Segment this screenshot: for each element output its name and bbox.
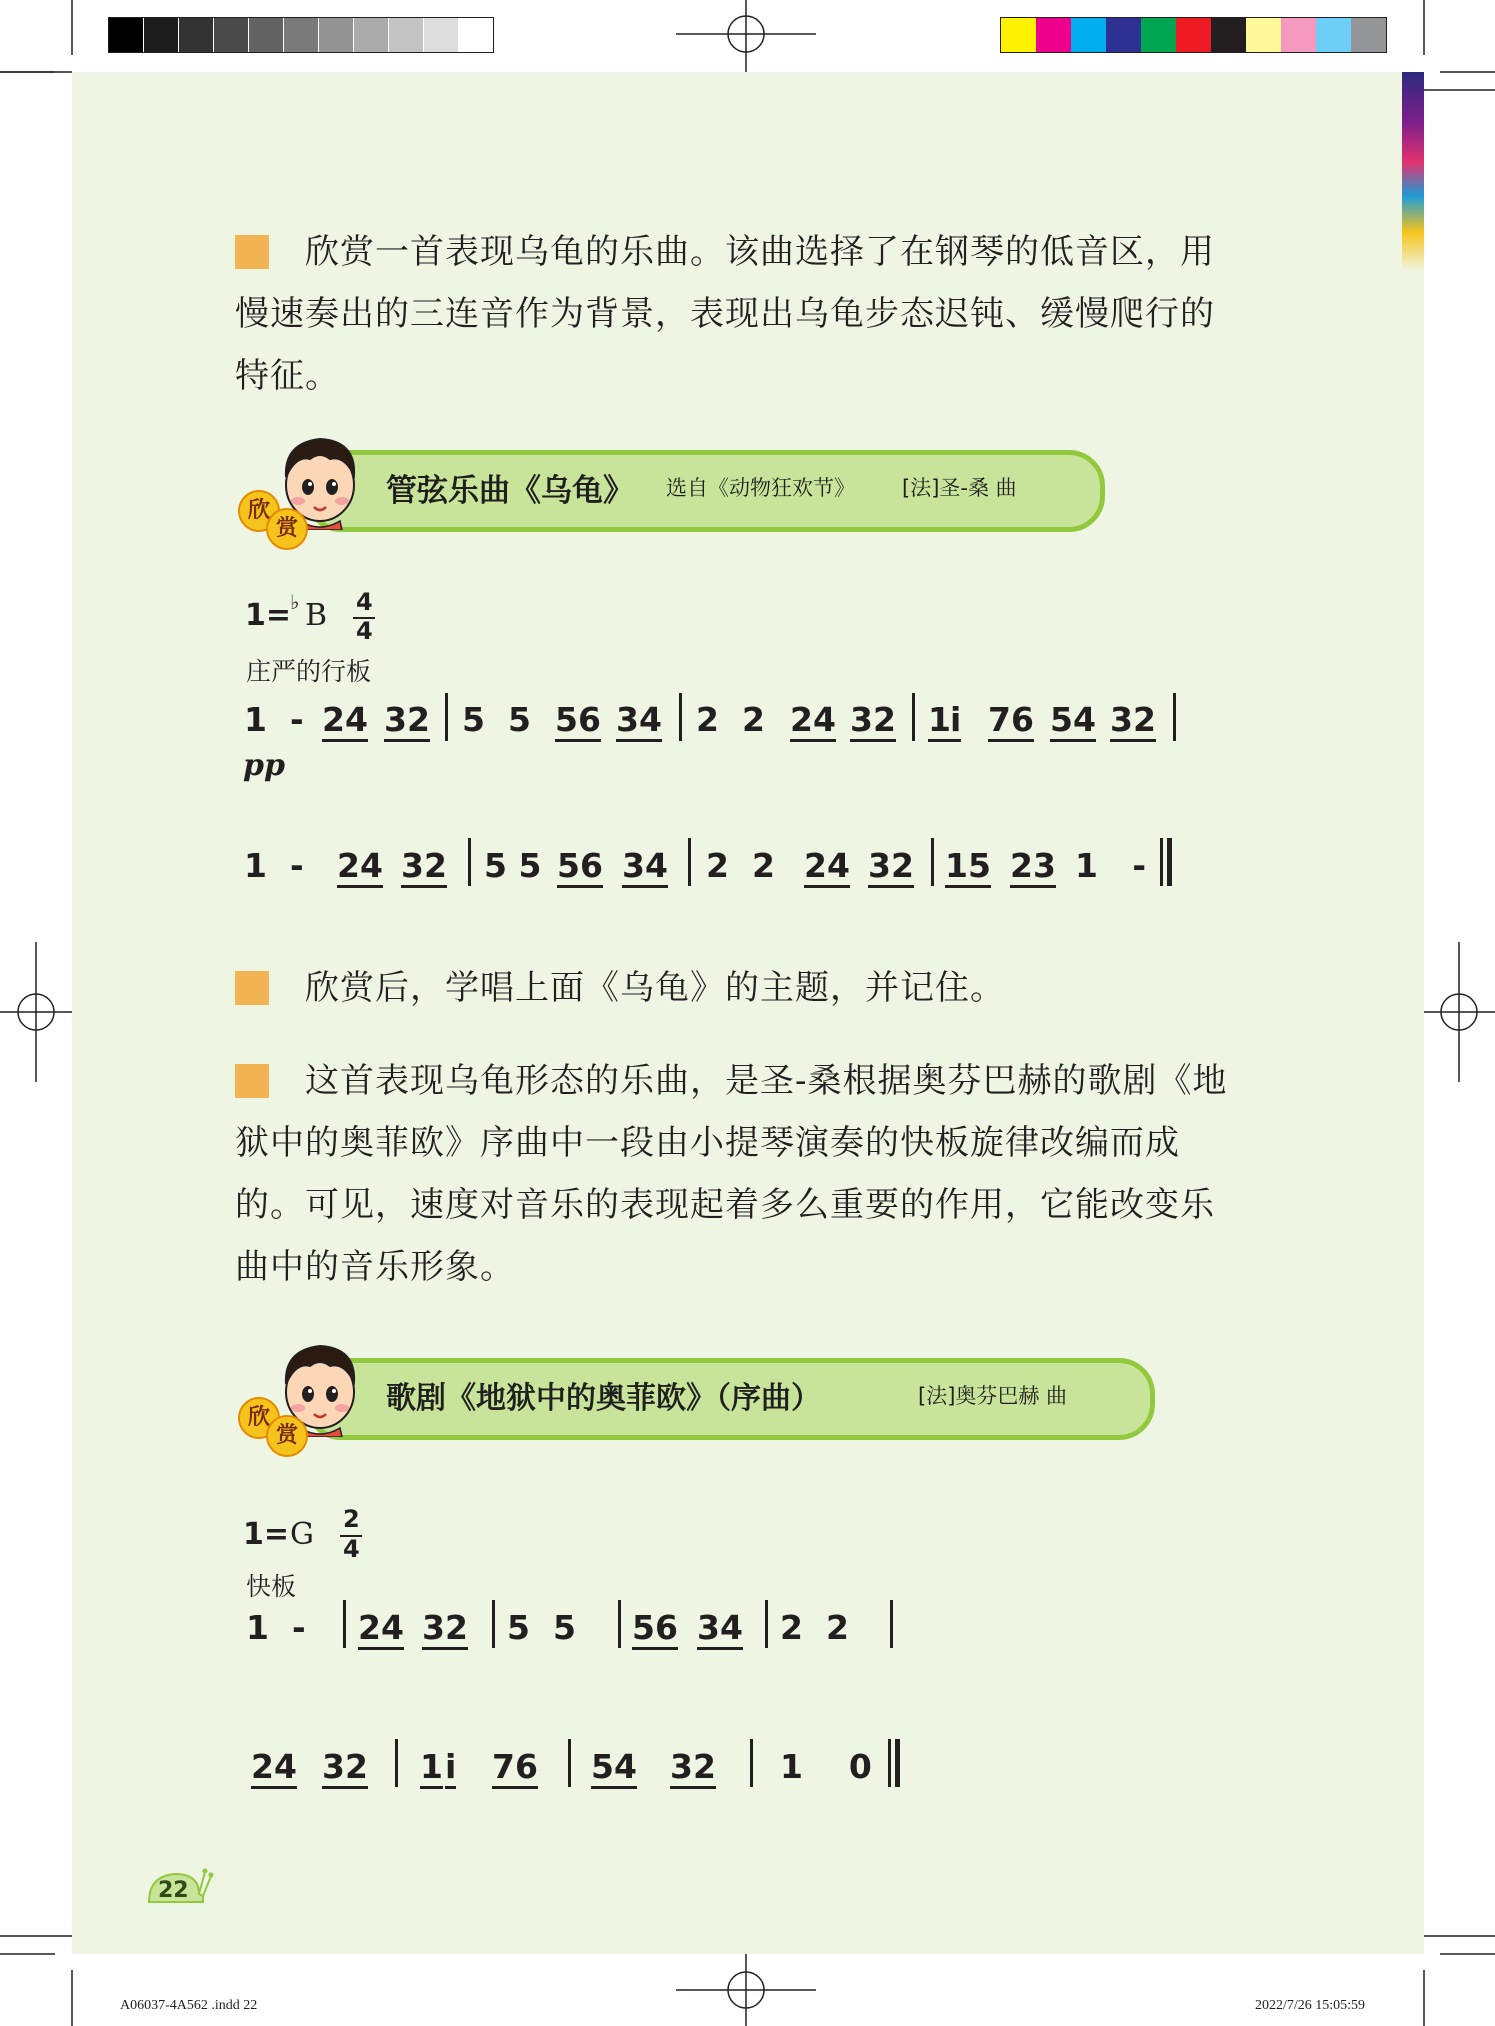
- p2r2-m1a-text: 24: [251, 1747, 297, 1789]
- p1r1-m4a-text: 1: [928, 700, 951, 742]
- p1r2-m4b: [1010, 846, 1056, 885]
- piece1-flat-sign: ♭: [290, 590, 300, 614]
- p1r1-m4b-text: i: [950, 700, 961, 742]
- p1r2-m1c-text: 32: [401, 846, 447, 888]
- p1r1-m4d-text: 54: [1050, 700, 1096, 742]
- barline: [468, 838, 471, 886]
- p1r2-m4b-text: 23: [1010, 846, 1056, 888]
- p1r2-m2c-text: 34: [622, 846, 668, 888]
- p2r2-m3a-text: 54: [591, 1747, 637, 1789]
- p2r2-m2b: [445, 1747, 456, 1786]
- paragraph-bullet: [235, 235, 269, 269]
- p1r1-m4a: [928, 700, 951, 739]
- p2r2-m1b-text: 32: [322, 1747, 368, 1789]
- p2r2-m1b: [322, 1747, 368, 1786]
- p1r1-m3a: 2 2: [696, 700, 765, 739]
- piece1-time-bottom: 4: [356, 617, 373, 645]
- appreciate-badge-top: 欣: [238, 1397, 280, 1439]
- p1r2-m1b: [337, 846, 383, 885]
- p1r2-m4a: [945, 846, 991, 885]
- p2r2-m2c-text: 76: [492, 1747, 538, 1789]
- p2r2-m2b-text: i: [445, 1747, 456, 1789]
- p1r1-m4c-text: 76: [988, 700, 1034, 742]
- final-barline-thick: [895, 1739, 900, 1787]
- intro-line-3: 特征。: [235, 356, 340, 396]
- piece1-title: 管弦乐曲《乌龟》: [386, 473, 634, 509]
- p1r2-m4c: 1 -: [1075, 846, 1147, 885]
- p1r1-m4e: [1110, 700, 1156, 739]
- footer-timestamp: 2022/7/26 15:05:59: [1255, 1998, 1366, 2013]
- final-barline-thin: [1160, 838, 1163, 886]
- orpheus-line-1: 这首表现乌龟形态的乐曲，是圣-桑根据奥芬巴赫的歌剧《地: [305, 1061, 1228, 1101]
- piece1-tempo: 庄严的行板: [246, 657, 372, 686]
- piece2-time-bottom: 4: [343, 1535, 360, 1563]
- appreciate-badge-top: 欣: [238, 490, 280, 532]
- barline: [750, 1739, 753, 1787]
- p1r2-m3a: 2 2: [706, 846, 775, 885]
- p1r2-m2c: [622, 846, 668, 885]
- p2r1-m2b: [422, 1608, 468, 1647]
- barline: [492, 1600, 495, 1648]
- p1r2-m3b-text: 24: [804, 846, 850, 888]
- p2r2-m2a-text: 1: [420, 1747, 443, 1789]
- p1r2-m1a: 1 -: [244, 846, 304, 885]
- p1r1-m4e-text: 32: [1110, 700, 1156, 742]
- p1r1-m1c-text: 32: [384, 700, 430, 742]
- p1-dynamic: pp: [243, 748, 285, 783]
- piece1-time-top: 4: [356, 588, 373, 616]
- p2r1-m5: 2 2: [780, 1608, 849, 1647]
- p2r1-m2a: [358, 1608, 404, 1647]
- p1r2-m4a-text: 15: [945, 846, 991, 888]
- paragraph-bullet: [235, 1064, 269, 1098]
- barline: [343, 1600, 346, 1648]
- p1r1-m3b-text: 24: [790, 700, 836, 742]
- p1r2-m1b-text: 24: [337, 846, 383, 888]
- p1r2-m1c: [401, 846, 447, 885]
- piece1-key-note: B: [305, 598, 328, 633]
- p2r1-m4a: [632, 1608, 678, 1647]
- barline: [688, 838, 691, 886]
- footer-file: A06037-4A562 .indd 22: [120, 1998, 258, 2013]
- piece2-title: 歌剧《地狱中的奥菲欧》（序曲）: [386, 1381, 821, 1416]
- p1r1-m2b-text: 56: [555, 700, 601, 742]
- p2r2-m3b-text: 32: [670, 1747, 716, 1789]
- p2r1-m4a-text: 56: [632, 1608, 678, 1650]
- p1r1-m4d: [1050, 700, 1096, 739]
- p1r1-m1c: [384, 700, 430, 739]
- orpheus-line-4: 曲中的音乐形象。: [235, 1247, 515, 1287]
- piece1-composer: [法]圣-桑 曲: [902, 476, 1017, 500]
- piece2-composer: [法]奥芬巴赫 曲: [918, 1384, 1068, 1408]
- barline: [445, 693, 448, 741]
- piece1-key-prefix: 1=: [245, 598, 292, 633]
- edge-artwork: [1402, 72, 1424, 272]
- appreciate-badge-bottom: 赏: [266, 1415, 308, 1457]
- piece2-key-prefix: 1=: [243, 1517, 290, 1552]
- piece2-time-top: 2: [343, 1505, 360, 1533]
- p2r1-m2a-text: 24: [358, 1608, 404, 1650]
- p1r2-m3b: [804, 846, 850, 885]
- p1r1-m4b: [950, 700, 961, 739]
- p2r2-m4: 1 0: [780, 1747, 872, 1786]
- barline: [890, 1600, 893, 1648]
- orpheus-line-3: 的。可见，速度对音乐的表现起着多么重要的作用，它能改变乐: [235, 1185, 1215, 1225]
- final-barline-thick: [1167, 838, 1172, 886]
- intro-line-1: 欣赏一首表现乌龟的乐曲。该曲选择了在钢琴的低音区，用: [305, 232, 1215, 272]
- p1r2-m3c-text: 32: [868, 846, 914, 888]
- after-line-1: 欣赏后，学唱上面《乌龟》的主题，并记住。: [305, 968, 1005, 1008]
- p1r2-m3c: [868, 846, 914, 885]
- barline: [618, 1600, 621, 1648]
- barline: [395, 1739, 398, 1787]
- barline: [931, 838, 934, 886]
- p2r1-m2b-text: 32: [422, 1608, 468, 1650]
- page-number: 22: [158, 1878, 189, 1903]
- p1r1-m2c: [616, 700, 662, 739]
- final-barline-thin: [888, 1739, 891, 1787]
- p1r1-m1a: 1 -: [244, 700, 304, 739]
- p2r2-m2c: [492, 1747, 538, 1786]
- p1r1-m2b: [555, 700, 601, 739]
- p2r2-m3b: [670, 1747, 716, 1786]
- barline: [568, 1739, 571, 1787]
- intro-line-2: 慢速奏出的三连音作为背景，表现出乌龟步态迟钝、缓慢爬行的: [235, 294, 1215, 334]
- orpheus-line-2: 狱中的奥菲欧》序曲中一段由小提琴演奏的快板旋律改编而成: [235, 1123, 1180, 1163]
- p1r1-m4c: [988, 700, 1034, 739]
- piece1-subtitle: 选自《动物狂欢节》: [666, 476, 855, 500]
- paragraph-bullet: [235, 971, 269, 1005]
- p1r1-m2a: 5 5: [462, 700, 531, 739]
- p1r1-m3b: [790, 700, 836, 739]
- piece2-tempo: 快板: [246, 1572, 297, 1601]
- appreciate-badge-bottom: 赏: [266, 508, 308, 550]
- barline: [1173, 693, 1176, 741]
- p2r1-m3: 5 5: [507, 1608, 576, 1647]
- p2r1-m4b: [697, 1608, 743, 1647]
- p1r2-m2b-text: 56: [557, 846, 603, 888]
- piece2-key-note: G: [290, 1517, 314, 1552]
- p1r1-m3c: [850, 700, 896, 739]
- p1r1-m1b-text: 24: [322, 700, 368, 742]
- barline: [765, 1600, 768, 1648]
- barline: [912, 693, 915, 741]
- barline: [679, 693, 682, 741]
- p1r2-m2b: [557, 846, 603, 885]
- p1r1-m3c-text: 32: [850, 700, 896, 742]
- p2r1-m4b-text: 34: [697, 1608, 743, 1650]
- p2r2-m2a: [420, 1747, 443, 1786]
- p1r1-m2c-text: 34: [616, 700, 662, 742]
- p1r2-m2a: 5 5: [484, 846, 542, 885]
- p1r1-m1b: [322, 700, 368, 739]
- p2r2-m3a: [591, 1747, 637, 1786]
- p2r2-m1a: [251, 1747, 297, 1786]
- p2r1-m1: 1 -: [246, 1608, 306, 1647]
